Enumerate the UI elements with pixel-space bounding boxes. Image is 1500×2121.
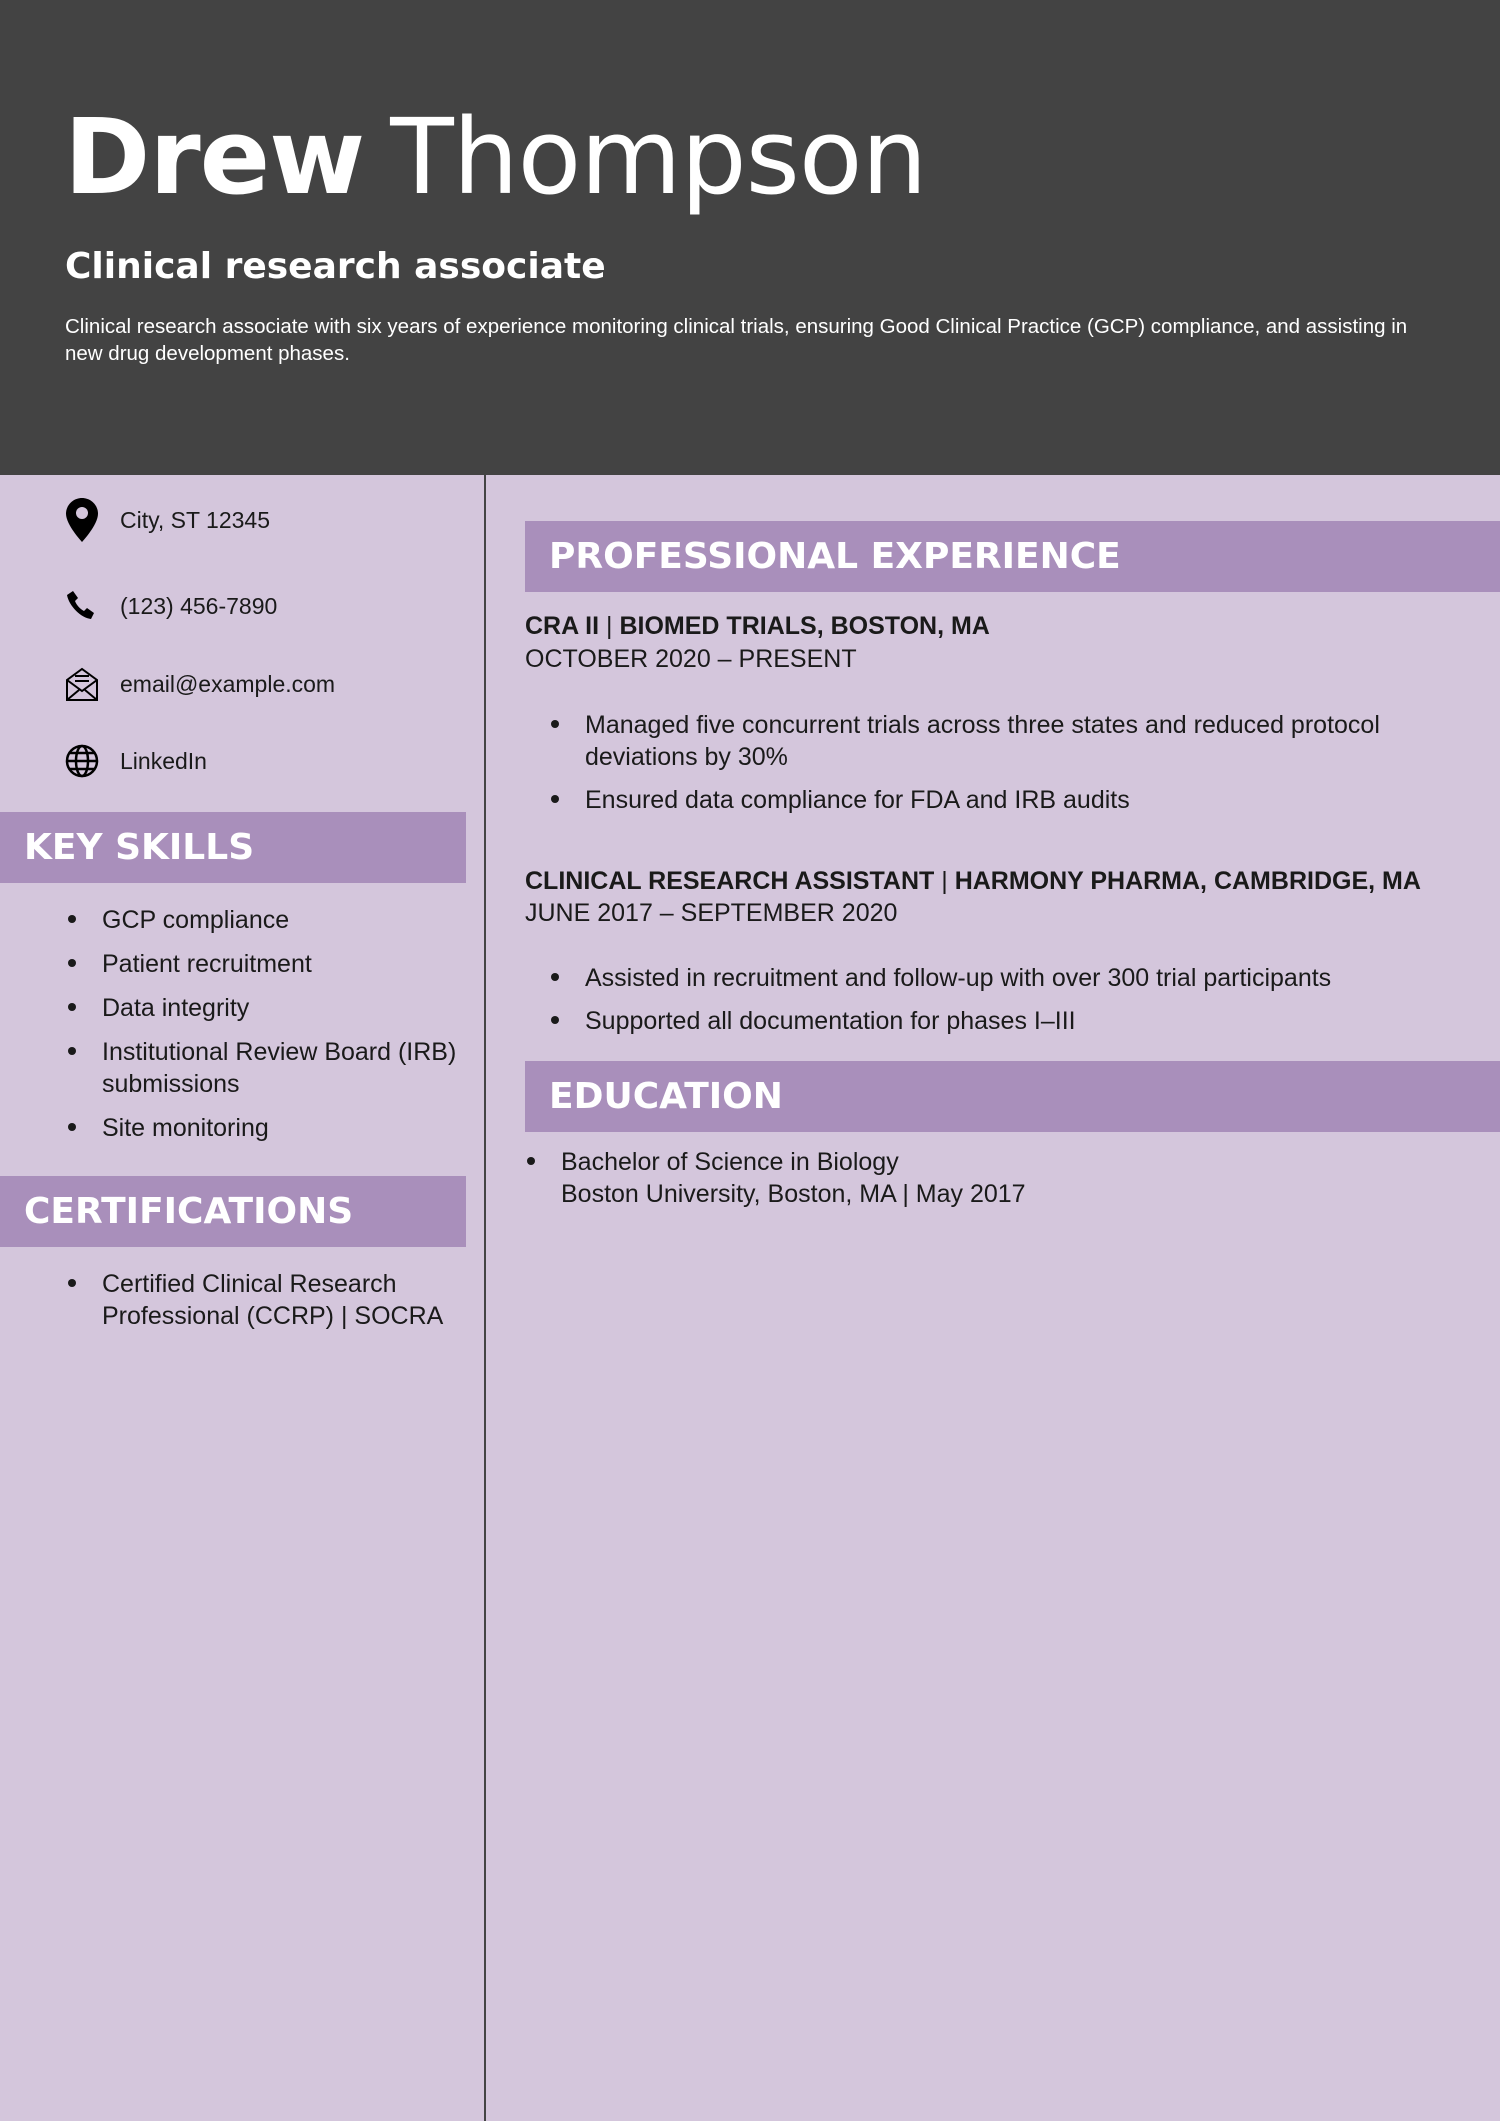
location-pin-icon	[64, 502, 100, 538]
list-item: Certified Clinical Research Professional (CCRP) | SOCRA	[64, 1268, 494, 1332]
list-item: Site monitoring	[64, 1112, 494, 1144]
contact-email[interactable]	[64, 666, 335, 702]
job-2-title: CLINICAL RESEARCH ASSISTANT	[525, 867, 935, 895]
email-text[interactable]: email@example.com	[120, 670, 336, 697]
list-item: Ensured data compliance for FDA and IRB audits	[525, 784, 1485, 816]
last-name: Thompson	[390, 96, 927, 218]
education-heading: EDUCATION	[525, 1061, 1500, 1132]
job-1-dates: OCTOBER 2020 – PRESENT	[525, 645, 857, 673]
list-item: Managed five concurrent trials across three states and reduced protocol deviations by 30%	[525, 709, 1485, 773]
job-2-bullets	[525, 962, 1485, 1048]
contact-linkedin[interactable]	[64, 743, 207, 779]
first-name: Drew	[64, 96, 365, 218]
phone-icon	[64, 588, 100, 624]
job-1-bullets	[525, 709, 1485, 827]
linkedin-text[interactable]: LinkedIn	[120, 747, 207, 774]
job-2-separator: |	[941, 867, 948, 895]
skills-list	[64, 904, 494, 1156]
list-item: GCP compliance	[64, 904, 494, 936]
header-banner	[0, 0, 1500, 475]
education-item	[525, 1146, 1485, 1210]
job-2-company: HARMONY PHARMA, CAMBRIDGE, MA	[954, 867, 1421, 895]
job-title: Clinical research associate	[65, 246, 606, 287]
list-item: Data integrity	[64, 992, 494, 1024]
globe-icon	[64, 743, 100, 779]
candidate-name	[64, 96, 927, 218]
contact-location	[64, 502, 270, 538]
job-1-company: BIOMED TRIALS, BOSTON, MA	[619, 612, 990, 640]
job-1-separator: |	[606, 612, 613, 640]
list-item: Supported all documentation for phases I–III	[525, 1005, 1485, 1037]
envelope-icon	[64, 666, 100, 702]
location-text: City, ST 12345	[120, 506, 271, 533]
key-skills-heading: KEY SKILLS	[0, 812, 466, 883]
certifications-list	[64, 1268, 494, 1344]
certifications-heading: CERTIFICATIONS	[0, 1176, 466, 1247]
school: Boston University, Boston, MA | May 2017	[561, 1180, 1026, 1208]
degree: Bachelor of Science in Biology	[561, 1148, 899, 1176]
summary: Clinical research associate with six years of experience monitoring clinical trials, ensuring Good Clinical Practice (GCP) compliance, and assisting in new drug development phases.	[65, 315, 1408, 365]
job-2-header	[525, 866, 1421, 896]
list-item: Assisted in recruitment and follow-up with over 300 trial participants	[525, 962, 1485, 994]
experience-heading: PROFESSIONAL EXPERIENCE	[525, 521, 1500, 592]
contact-phone	[64, 588, 277, 624]
list-item: Patient recruitment	[64, 948, 494, 980]
job-1-title: CRA II	[525, 612, 600, 640]
education-list	[525, 1146, 1485, 1210]
job-2-dates: JUNE 2017 – SEPTEMBER 2020	[525, 899, 898, 927]
list-item: Institutional Review Board (IRB) submissions	[64, 1036, 494, 1100]
phone-text: (123) 456-7890	[120, 592, 278, 619]
job-1-header	[525, 611, 990, 641]
